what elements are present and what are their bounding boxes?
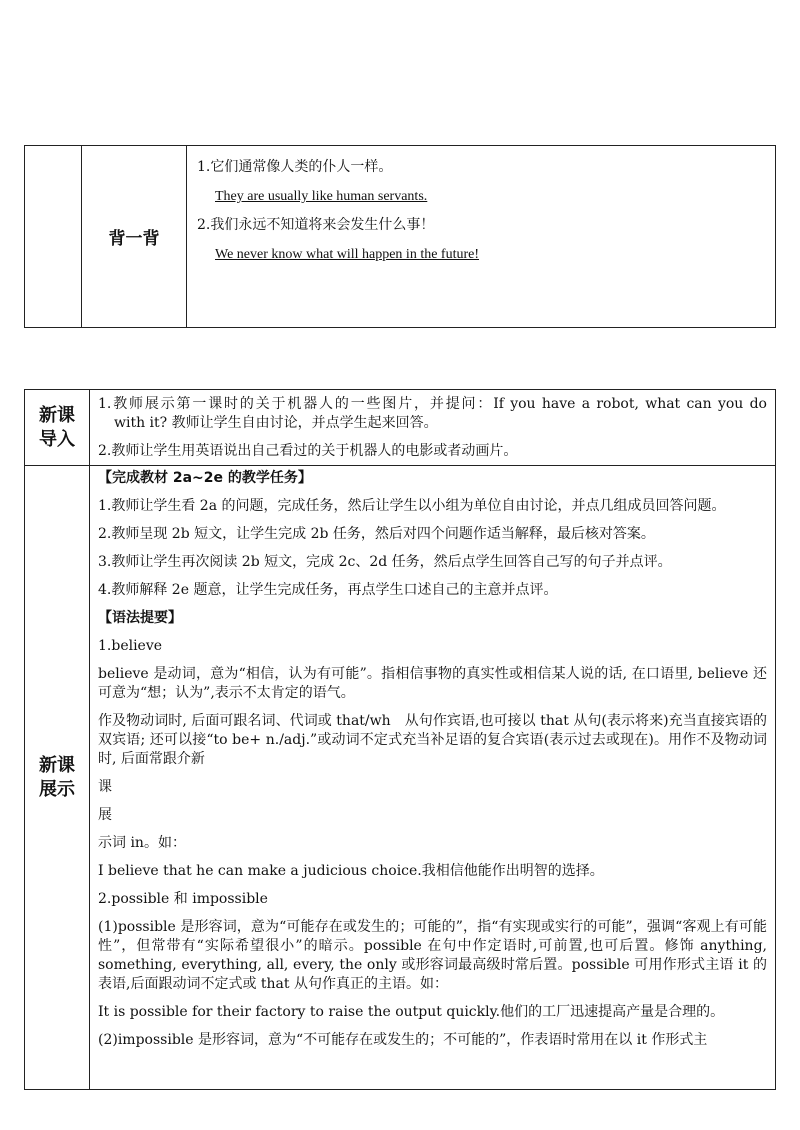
intro-p1a: 1.教师展示第一课时的关于机器人的一些图片，并提问：If you have a robot, what can you do [98,396,767,412]
show-label-line2: 展示 [39,778,75,800]
grammar-1-para-2: 作及物动词时, 后面可跟名词、代词或 that/wh 从句作宾语,也可接以 that 从句(表示将来)充当直接宾语的双宾语; 还可以接“to be+ n./adj.”或动词不定式充当补足语的复合宾语(表示过去或现在)。用作不及物动词时, 后面常跟介新 [98,713,767,767]
show-label-line1: 新课 [39,754,75,776]
intro-label [25,390,90,466]
blank-cell [25,146,82,328]
recite-item-1-en: They are usually like human servants. [215,189,428,204]
intro-label-line1: 新课 [39,404,75,426]
grammar-1-para-1: believe 是动词，意为“相信，认为有可能”。指相信事物的真实性或相信某人说的话, 在口语里, believe 还可意为“想；认为”,表示不太肯定的语气。 [98,666,767,701]
task-2: 2.教师呈现 2b 短文，让学生完成 2b 任务，然后对四个问题作适当解释，最后核对答案。 [98,526,655,542]
intro-p1b: with it? 教师让学生自由讨论，并点学生起来回答。 [114,415,438,431]
task-4: 4.教师解释 2e 题意，让学生完成任务，再点学生口述自己的主意并点评。 [98,582,558,598]
task-3: 3.教师让学生再次阅读 2b 短文，完成 2c、2d 任务，然后点学生回答自己写的句子并点评。 [98,554,672,570]
lesson-table [24,389,776,1090]
grammar-2-example: It is possible for their factory to raise the output quickly.他们的工厂迅速提高产量是合理的。 [98,1004,725,1020]
grammar-1-example: I believe that he can make a judicious choice.我相信他能作出明智的选择。 [98,863,604,879]
grammar-2-title: 2.possible 和 impossible [98,891,268,907]
intro-content [90,390,776,466]
grammar-1-char-1: 课 [98,779,112,795]
task-1: 1.教师让学生看 2a 的问题，完成任务，然后让学生以小组为单位自由讨论，并点几组成员回答问题。 [98,498,726,514]
show-content [90,466,776,1090]
recite-table [24,145,776,328]
grammar-2-para-2: (2)impossible 是形容词，意为“不可能存在或发生的；不可能的”，作表语时常用在以 it 作形式主 [98,1032,708,1048]
grammar-1-char-2: 展 [98,807,112,823]
recite-item-1-cn: 1.它们通常像人类的仆人一样。 [197,159,393,175]
grammar-1-title: 1.believe [98,638,163,654]
intro-label-line2: 导入 [39,428,75,450]
recite-label: 背一背 [82,146,187,328]
show-label [25,466,90,1090]
grammar-2-para-1: (1)possible 是形容词，意为“可能存在或发生的；可能的”，指“有实现或实行的可能”，强调“客观上有可能性”，但常带有“实际希望很小”的暗示。possible 在句中作定语时,可前置,也可后置。修饰 anything, something, everything, all, every, the only 或形容词最高级时常后置。possible 可用作形式主语 it 的表语,后面跟动词不定式或 that 从句作真正的主语。如： [98,919,767,992]
task-heading: 【完成教材 2a~2e 的教学任务】 [98,470,312,486]
grammar-heading: 【语法提要】 [98,610,182,626]
recite-item-2-cn: 2.我们永远不知道将来会发生什么事！ [197,217,435,233]
recite-content [187,146,776,328]
intro-p2: 2.教师让学生用英语说出自己看过的关于机器人的电影或者动画片。 [98,443,518,459]
grammar-1-char-3: 示词 in。如： [98,835,186,851]
recite-item-2-en: We never know what will happen in the future! [215,247,480,262]
